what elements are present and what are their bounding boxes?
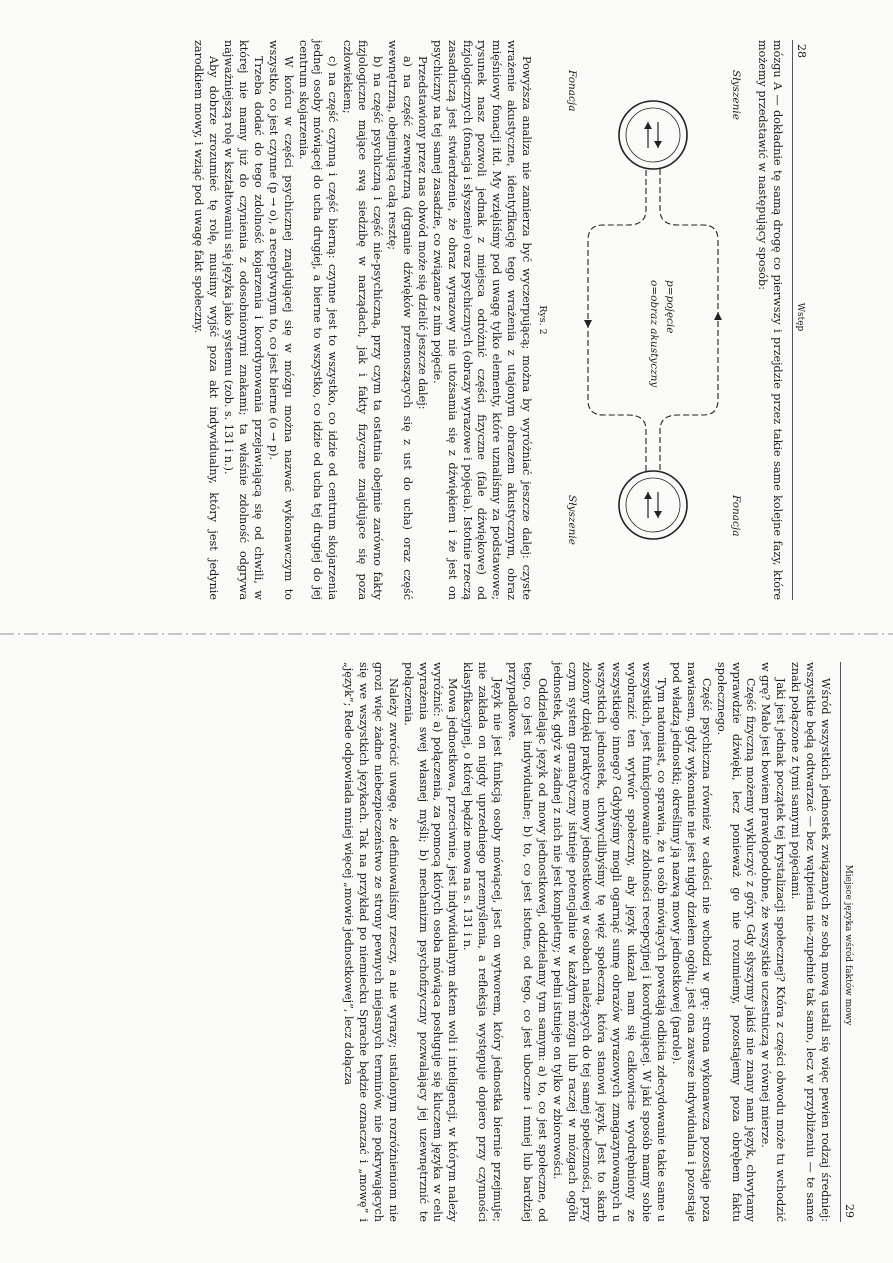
running-head: [792, 40, 808, 600]
running-head-title: Wstęp: [795, 302, 805, 332]
label-hearing-left: Słyszenie: [730, 70, 743, 120]
head-right: [619, 471, 687, 539]
running-head-title: Miejsce języka wśród faktów mowy: [843, 864, 853, 1026]
label-hearing-right: Słyszenie: [566, 495, 579, 545]
page-number: 28: [795, 44, 808, 58]
label-phonation-left: Fonacja: [566, 70, 579, 112]
book-gutter: [0, 629, 893, 639]
page-number: 29: [843, 1204, 856, 1218]
paragraph: Oddzielając język od mowy jednostkowej, oddzielamy tym samym: a) to, co jest społeczne, od tego, co jest indywidualne; b) to, co jest istotne, od tego, co jest uboczne i mniej lub bardziej przypadkowe.: [505, 662, 549, 1222]
page-29: [48, 662, 856, 1222]
paragraph: Język nie jest funkcją osoby mówiącej, jest on wytworem, który jednostka biernie przejmuje; nie zakłada on nigdy uprzedniego przemyślenia, a refleksja występuje dopiero przy czynności klasyfikacyjnej, o której będzie mowa na s. 131 i n.: [461, 662, 505, 1222]
paragraph: Trzeba dodać do tego zdolność kojarzenia i koordynowania przejawiającą się od chwili, w której nie mamy już do czynienia z odosobnionymi znakami; ta właśnie zdolność odgrywa najważniejszą rolę w kształtowaniu się języka jako systemu (zob. s. 131 i n.).: [222, 40, 265, 600]
paragraph: Przedstawiony przez nas obwód może się dzielić jeszcze dalej:: [415, 56, 429, 410]
running-head: [840, 662, 856, 1222]
paragraph: mózgu A — dokładnie tę samą drogę co pierwszy i przejdzie przez takie same kolejne fazy, które możemy przedstawić w następujący sposób:: [756, 40, 784, 600]
paragraph: Aby dobrze zrozumieć tę rolę, musimy wyjść poza akt indywidualny, który jest jedynie zarodkiem mowy, i wziąć pod uwagę fakt społeczny.: [192, 40, 221, 600]
page-28: [0, 40, 808, 600]
paragraph: Wśród wszystkich jednostek związanych ze sobą mową ustali się więc pewien rodzaj średniej: wszystkie będą odtwarzać — bez wątpienia nie-zupełnie tak samo, lecz w przybliżeniu — te same znaki połączone z tymi samymi pojęciami.: [789, 662, 832, 1222]
paragraph: Tym natomiast, co sprawia, że u osób mówiących powstają odbicia zdecydowanie takie same u wszystkich, jest funkcjonowanie zdolności recepcyjnej i koordynującej. W jaki sposób mamy sobie wyobrazić ten wytwór społeczny, aby język ukazał nam się całkowicie wyodrębniony ze wszystkiego innego? Gdybyśmy mogli ogarnąć sumę obrazów wyrazowych zmagazynowanych u wszystkich jednostek, uchwycilibyśmy tę więź społeczną, która stanowi język. Jest to skarb złożony dzięki praktyce mowy jednostkowej w osobach należących do tej samej społeczności, przy czym system gramatyczny istnieje potencjalnie w każdym mózgu lub raczej w mózgach ogółu jednostek, gdyż w żadnej z nich nie jest kompletny; w pełni istnieje on tylko w zbiorowości.: [550, 662, 669, 1222]
paragraph: Jaki jest jednak początek tej krystalizacji społecznej? Która z części obwodu może tu wchodzić w grę? Mało jest bowiem prawdopodobne, że wszystkie uczestniczą w równej mierze.: [759, 662, 788, 1222]
legend-acoustic-image: o=obraz akustyczny: [648, 280, 661, 388]
label-phonation-right: Fonacja: [730, 495, 743, 537]
legend-concept: p=pojęcie: [664, 280, 677, 334]
paragraph: Należy zwrócić uwagę, że definiowaliśmy rzeczy, a nie wyrazy; ustalonym rozróżnieniom nie grozi więc żadne niebezpieczeństwo ze strony pewnych niejasnych terminów, nie pokrywających się we wszystkich językach. Tak na przykład po niemiecku Sprache będzie oznaczać i „mowę” i „język”; Rede odpowiada mniej więcej „mowie jednostkowej”, lecz dołącza: [342, 662, 400, 1222]
paragraph: W końcu w części psychicznej znajdującej się w mózgu można nazwać wykonawczym to wszystko, co jest czynne (p → o), a receptywnym to, co jest bierne (o → p).: [266, 40, 295, 600]
paragraph: Powyższa analiza nie zamierza być wyczerpującą; można by wyróżniać jeszcze dalej: czyste wrażenie akustyczne, identyfikację tego wrażenia z utajonym obrazem akustycznym, obraz mięśniowy fonacji itd. My wzięliśmy pod uwagę tylko elementy, które uznaliśmy za podstawowe; rysunek nasz pozwoli jednak z miejsca odróżnić części fizyczne (fale dźwiękowe) od fizjologicznych (fonacja i słyszenie) oraz psychicznych (obrazy wyrazowe i pojęcia). Istotnie rzeczą zasadniczą jest stwierdzenie, że obraz wyrazowy nie utożsamia się z dźwiękiem i że jest on psychiczny na tej samej zasadzie, co związane z nim pojęcie.: [430, 40, 534, 600]
paragraph: b) na część psychiczną i część nie-psychiczną, przy czym ta ostatnia obejmie zarówno fakty fizjologiczne mające swą siedzibę w narządach, jak i fakty fizyczne znajdujące się poza człowiekiem;: [341, 40, 385, 600]
speech-circuit-figure: [550, 40, 748, 600]
head-left: [619, 101, 687, 169]
paragraph: a) na część zewnętrzną (drganie dźwięków przenoszących się z ust do ucha) oraz część wewnętrzną, obejmującą całą resztę;: [386, 40, 414, 600]
paragraph: Część fizyczną możemy wykluczyć z góry. Gdy słyszymy jakiś nie znany nam język, chwytamy wprawdzie dźwięki, lecz ponieważ go nie rozumiemy, pozostajemy poza obrębem faktu społecznego.: [714, 662, 758, 1222]
figure-caption: Rys. 2: [537, 305, 549, 335]
paragraph: c) na część czynną i część bierną: czynne jest to wszystko, co idzie od centrum skojarzenia jednej osoby mówiącej do ucha drugiej, a bierne to wszystko, co idzie od ucha tej drugiej do jej centrum skojarzenia.: [296, 40, 340, 600]
paragraph: Część psychiczna również w całości nie wchodzi w grę: strona wykonawcza pozostaje poza nawiasem, gdyż wykonanie nie jest nigdy dziełem ogółu; jest ona zawsze indywidualna i pozostaje pod władzą jednostki; określimy ją nazwą mowy jednostkowej (parole).: [669, 662, 713, 1222]
paragraph: Mowa jednostkowa, przeciwnie, jest indywidualnym aktem woli i inteligencji, w którym należy wyróżnić: a) połączenia, za pomocą których osoba mówiąca posługuje się kluczem języka w celu wyrażenia swej własnej myśli; b) mechanizm psychofizyczny pozwalający jej uzewnętrznić te połączenia.: [401, 662, 460, 1222]
